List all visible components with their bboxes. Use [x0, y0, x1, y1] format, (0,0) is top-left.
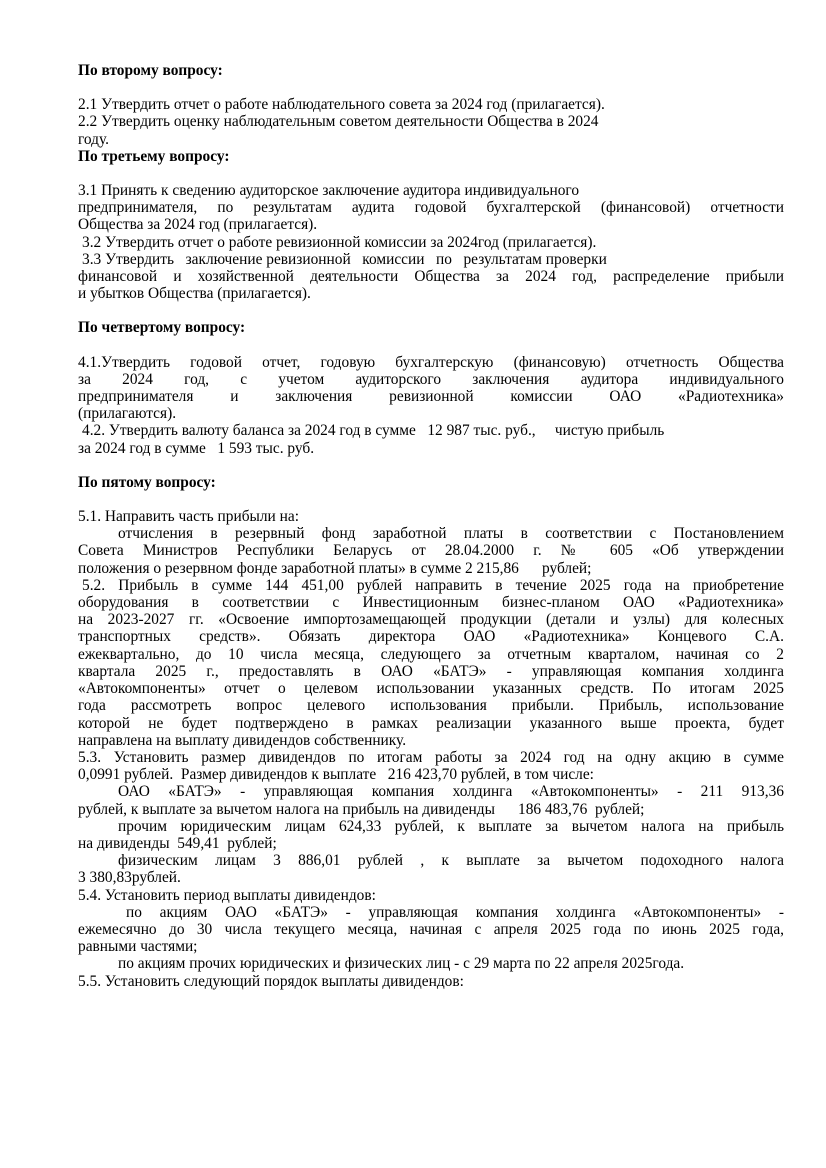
spacer — [78, 491, 784, 508]
item-5-1-line2: Совета Министров Республики Беларусь от 28.04.2000 г. № 605 «Об утверждении — [78, 542, 784, 560]
section-heading-q4: По четвертому вопросу: — [78, 319, 246, 337]
item-3-1-line2: предпринимателя, по результатам аудита годовой бухгалтерской (финансовой) отчетности — [78, 199, 784, 217]
spacer — [78, 79, 784, 96]
item-5-3-line4: рублей, к выплате за вычетом налога на прибыль на дивиденды 186 483,76 рублей; — [78, 800, 645, 818]
item-5-1-title: 5.1. Направить часть прибыли на: — [78, 508, 299, 526]
item-5-2-line8: года рассмотреть вопрос целевого использования прибыли. Прибыль, использование — [78, 697, 784, 715]
item-4-2-line1: 4.2. Утвердить валюту баланса за 2024 год в сумме 12 987 тыс. руб., чистую прибыль — [82, 422, 665, 440]
item-5-5-title: 5.5. Установить следующий порядок выплаты дивидендов: — [78, 972, 464, 990]
item-4-1-line1: 4.1.Утвердить годовой отчет, годовую бухгалтерскую (финансовую) отчетность Общества — [78, 353, 784, 371]
item-5-2-line7: «Автокомпоненты» отчет о целевом использовании указанных средств. По итогам 2025 — [78, 680, 784, 698]
item-5-3-line2: 0,0991 рублей. Размер дивидендов к выплате 216 423,70 рублей, в том числе: — [78, 766, 594, 784]
item-5-2-line5: ежеквартально, до 10 числа месяца, следующего за отчетным кварталом, начиная со 2 — [78, 645, 784, 663]
item-5-2-line1: 5.2. Прибыль в сумме 144 451,00 рублей направить в течение 2025 года на приобретение — [82, 576, 784, 594]
item-3-2: 3.2 Утвердить отчет о работе ревизионной комиссии за 2024год (прилагается). — [82, 233, 597, 251]
item-4-2-line2: за 2024 год в сумме 1 593 тыс. руб. — [78, 439, 315, 457]
item-5-4-line4: по акциям прочих юридических и физических лиц - с 29 марта по 22 апреля 2025года. — [118, 955, 685, 973]
item-5-4-line1: по акциям ОАО «БАТЭ» - управляющая компания холдинга «Автокомпоненты» - — [126, 903, 784, 921]
spacer — [78, 302, 784, 319]
section-heading-q5: По пятому вопросу: — [78, 473, 216, 491]
item-5-3-line5: прочим юридическим лицам 624,33 рублей, к выплате за вычетом налога на прибыль — [118, 817, 784, 835]
item-4-1-line3: предпринимателя и заключения ревизионной комиссии ОАО «Радиотехника» — [78, 388, 784, 406]
document-page — [78, 62, 784, 990]
item-5-2-line9: которой не будет подтверждено в рамках реализации указанного выше проекта, будет — [78, 714, 784, 732]
spacer — [78, 337, 784, 354]
item-5-1-line3: положения о резервном фонде заработной платы» в сумме 2 215,86 рублей; — [78, 559, 592, 577]
spacer — [78, 165, 784, 182]
item-5-4-title: 5.4. Установить период выплаты дивидендов: — [78, 886, 376, 904]
item-4-1-line4: (прилагаются). — [78, 405, 177, 423]
item-5-2-line2: оборудования в соответствии с Инвестиционным бизнес-планом ОАО «Радиотехника» — [78, 594, 784, 612]
item-2-2-cont: году. — [78, 130, 110, 148]
item-5-3-line3: ОАО «БАТЭ» - управляющая компания холдинга «Автокомпоненты» - 211 913,36 — [118, 783, 784, 801]
item-2-1: 2.1 Утвердить отчет о работе наблюдательного совета за 2024 год (прилагается). — [78, 96, 605, 114]
item-5-4-line2: ежемесячно до 30 числа текущего месяца, начиная с апреля 2025 года по июнь 2025 года, — [78, 920, 784, 938]
item-5-3-line8: 3 380,83рублей. — [78, 869, 181, 887]
item-2-2: 2.2 Утвердить оценку наблюдательным советом деятельности Общества в 2024 — [78, 113, 599, 131]
spacer — [78, 457, 784, 474]
item-5-3-line1: 5.3. Установить размер дивидендов по итогам работы за 2024 год на одну акцию в сумме — [78, 748, 784, 766]
item-5-2-line6: квартала 2025 г., предоставлять в ОАО «БАТЭ» - управляющая компания холдинга — [78, 662, 784, 680]
item-3-3-line3: и убытков Общества (прилагается). — [78, 285, 311, 303]
item-5-3-line7: физическим лицам 3 886,01 рублей , к выплате за вычетом подоходного налога — [118, 852, 784, 870]
item-5-3-line6: на дивиденды 549,41 рублей; — [78, 834, 277, 852]
item-5-2-line4: транспортных средств». Обязать директора ОАО «Радиотехника» Концевого С.А. — [78, 628, 784, 646]
item-3-1-line3: Общества за 2024 год (прилагается). — [78, 216, 318, 234]
section-heading-q2: По второму вопросу: — [78, 62, 223, 79]
item-5-2-line3: на 2023-2027 гг. «Освоение импортозамещающей продукции (детали и узлы) для колесных — [78, 611, 784, 629]
item-4-1-line2: за 2024 год, с учетом аудиторского заключения аудитора индивидуального — [78, 370, 784, 388]
item-5-4-line3: равными частями; — [78, 938, 198, 956]
section-heading-q3: По третьему вопросу: — [78, 147, 230, 165]
item-5-2-line10: направлена на выплату дивидендов собственнику. — [78, 731, 407, 749]
item-5-1-line1: отчисления в резервный фонд заработной платы в соответствии с Постановлением — [118, 525, 784, 543]
item-3-3-line1: 3.3 Утвердить заключение ревизионной комиссии по результатам проверки — [82, 250, 607, 268]
item-3-3-line2: финансовой и хозяйственной деятельности Общества за 2024 год, распределение прибыли — [78, 268, 784, 286]
item-3-1-line1: 3.1 Принять к сведению аудиторское заключение аудитора индивидуального — [78, 182, 580, 200]
